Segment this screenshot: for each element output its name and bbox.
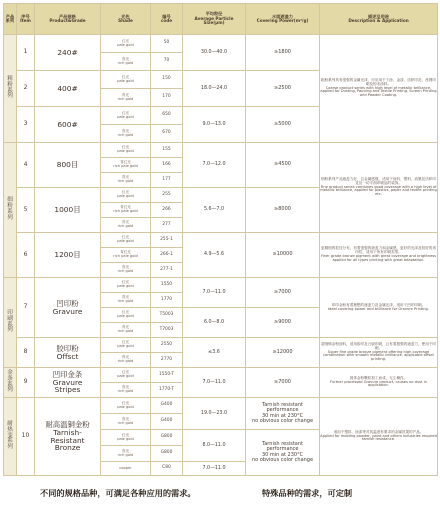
covering-power: ≥2500: [246, 71, 320, 107]
description-gravure: 印印金粉有着理想的遮盖力及金属光泽，适用于凹印印刷。 Ideal covering power and brilliance for Gravure Printing.: [320, 278, 438, 338]
code: G800: [151, 430, 183, 446]
description-fine-1200: 更精细的粒径分布，有着很强的遮盖力和金属感，更好的光泽及较好的适印性，适用于所有印刷类型。 Finer grade bronze pigment with great coverage and brightness applied for all types printing with great adaptation.: [320, 233, 438, 278]
covering-power: ≥10000: [246, 233, 320, 278]
code: 255-1: [151, 233, 183, 248]
avg-size: ≤3.6: [183, 338, 246, 368]
header-avg: 平均粒径 Average Particle Size(μm): [183, 4, 246, 35]
header-item: 序号 Item: [17, 4, 35, 35]
shade: 青光 rich gold: [101, 53, 151, 71]
code: 1770-T: [151, 383, 183, 398]
tarnish-performance: Tarnish resistant performance 30 min at 230°C no obvious color change: [246, 398, 320, 430]
item-number: 2: [17, 71, 35, 107]
code: 50: [151, 35, 183, 53]
shade: 红光 pale gold: [101, 338, 151, 353]
item-number: 8: [17, 338, 35, 368]
shade: 红光 pale gold: [101, 71, 151, 89]
code: 70: [151, 53, 183, 71]
covering-power: ≥9000: [246, 308, 320, 338]
item-number: 1: [17, 35, 35, 71]
shade: 红光 pale gold: [101, 368, 151, 383]
code: 277-1: [151, 263, 183, 278]
shade: 青光 rich gold: [101, 173, 151, 188]
table-row: [4, 143, 438, 158]
series-stripes: 金 条 系 列: [4, 368, 17, 398]
covering-power: ≥8000: [246, 188, 320, 233]
shade: 青光 rich gold: [101, 383, 151, 398]
series-tarnish: 耐 热 变 系 列: [4, 398, 17, 476]
header-product: 产品规格 Product&Grade: [35, 4, 101, 35]
item-number: 5: [17, 188, 35, 233]
code: 670: [151, 125, 183, 143]
code: 266-1: [151, 248, 183, 263]
code: 277: [151, 218, 183, 233]
footer-right-note: 特殊品种的需求，可定制: [262, 488, 353, 498]
avg-size: 7.0—12.0: [183, 143, 246, 188]
covering-power: ≥12000: [246, 338, 320, 368]
product-name: 240#: [35, 35, 101, 71]
avg-size: 18.0—24.0: [183, 71, 246, 107]
item-number: 10: [17, 398, 35, 476]
avg-size: 19.0—23.0: [183, 398, 246, 430]
code: 155: [151, 143, 183, 158]
table-row: [4, 338, 438, 353]
item-number: 7: [17, 278, 35, 338]
shade: 红光 pale gold: [101, 430, 151, 446]
description-coarse: 粗粉系列具有很强的金属光泽，可应用于下涂、金漆、纺织印花、丝网印刷及粉末涂料。 Coarse product series with high level of metallic brilliance, applied for Dusting, Painting and Textile Printing, Screen Printing and Powder Coating.: [320, 35, 438, 143]
header-shade: 光色 Shade: [101, 4, 151, 35]
product-name: 1200目: [35, 233, 101, 278]
covering-power: ≥7000: [246, 278, 320, 308]
series-coarse: 粗 粉 系 列: [4, 35, 17, 143]
code: G800: [151, 446, 183, 462]
code: G400: [151, 414, 183, 430]
shade: 青红光 rich pale gold: [101, 203, 151, 218]
shade: copper: [101, 462, 151, 476]
product-name: 1000目: [35, 188, 101, 233]
avg-size: 7.0—11.0: [183, 278, 246, 308]
avg-size: 8.0—11.0: [183, 430, 246, 462]
product-name: 凹印粉 Gravure: [35, 278, 101, 338]
covering-power: ≥4500: [246, 143, 320, 188]
series-fine: 细 粉 系 列: [4, 143, 17, 278]
shade: 青红光 rich pale gold: [101, 248, 151, 263]
tarnish-performance: Tarnish resistant performance 30 min at 230°C no obvious color change: [246, 430, 320, 476]
shade: 红光 pale gold: [101, 107, 151, 125]
table-row: [4, 35, 438, 53]
code: 166: [151, 158, 183, 173]
avg-size: 5.6—7.0: [183, 188, 246, 233]
description-offset: 超细铜金粉涂料，适用胶印及凸版印刷，且有着极强的遮盖力，使用于印刷。 Super fine grade bronze pigment offering high coverage combination with smooth metallic brilliance, applicable offset printing.: [320, 338, 438, 368]
shade: 青光 rich gold: [101, 89, 151, 107]
table-row: [4, 233, 438, 248]
product-name: 400#: [35, 71, 101, 107]
product-name: 600#: [35, 107, 101, 143]
product-spec-table: [3, 3, 438, 476]
product-name: 凹印金条 Gravure Stripes: [35, 368, 101, 398]
code: 1770: [151, 293, 183, 308]
header-row: [4, 4, 438, 35]
avg-size: 30.0—40.0: [183, 35, 246, 71]
code: 255: [151, 188, 183, 203]
covering-power: ≥5000: [246, 107, 320, 143]
product-name: 胶印粉 Offsct: [35, 338, 101, 368]
shade: 红光 pale gold: [101, 143, 151, 158]
header-code: 编号 code: [151, 4, 183, 35]
product-name: 耐高温铜金粉 Tarnish- Resistant Bronze: [35, 398, 101, 476]
shade: 红光 pale gold: [101, 308, 151, 323]
code: T7003: [151, 323, 183, 338]
item-number: 4: [17, 143, 35, 188]
header-cov: 水面遮盖力 Covering Power(m²/g): [246, 4, 320, 35]
code: 1550-T: [151, 368, 183, 383]
code: G400: [151, 398, 183, 414]
table-row: [4, 398, 438, 414]
description-stripes: 固体金粉颗粒加工而成，无尘操作。 Further processed Gravure product, causes no dust in application.: [320, 368, 438, 398]
shade: 青光 rich gold: [101, 446, 151, 462]
covering-power: ≥7000: [246, 368, 320, 398]
code: C80: [151, 462, 183, 476]
header-series: 产品 系列: [4, 4, 17, 35]
code: T5003: [151, 308, 183, 323]
shade: 青光 rich gold: [101, 293, 151, 308]
shade: 红光 pale gold: [101, 35, 151, 53]
shade: 红光 pale gold: [101, 188, 151, 203]
shade: 青光 rich gold: [101, 125, 151, 143]
item-number: 6: [17, 233, 35, 278]
code: 2770: [151, 353, 183, 368]
shade: 青光 rich gold: [101, 218, 151, 233]
item-number: 3: [17, 107, 35, 143]
item-number: 9: [17, 368, 35, 398]
avg-size: 9.0—13.0: [183, 107, 246, 143]
avg-size: 4.9—5.6: [183, 233, 246, 278]
description-fine: 细粉系列产品遮盖力好，且金属感强，适用于涂料、塑料、油墨及纺织印花及一切平面印刷品的装饰。 Fine product series combines good coverage with a high level of metallic brilliance, applied for plastics, paper and textile printing etc.: [320, 143, 438, 233]
shade: 青光 rich gold: [101, 414, 151, 430]
code: 2550: [151, 338, 183, 353]
shade: 青光 rich gold: [101, 323, 151, 338]
code: 177: [151, 173, 183, 188]
shade: 红光 pale gold: [101, 233, 151, 248]
covering-power: ≥1800: [246, 35, 320, 71]
shade: 青光 rich gold: [101, 263, 151, 278]
avg-size: 6.0—8.0: [183, 308, 246, 338]
code: 650: [151, 107, 183, 125]
series-printing: 印 刷 系 列: [4, 278, 17, 368]
shade: 红光 pale gold: [101, 398, 151, 414]
avg-size: 7.0—11.0: [183, 368, 246, 398]
shade: 青光 rich gold: [101, 353, 151, 368]
shade: 青红光 rich pale gold: [101, 158, 151, 173]
table-row: [4, 278, 438, 293]
code: 150: [151, 71, 183, 89]
footer-left-note: 不同的规格品种，可满足各种应用的需求。: [40, 488, 196, 498]
code: 266: [151, 203, 183, 218]
header-desc: 描述及用途 Description & Application: [320, 4, 438, 35]
code: 1550: [151, 278, 183, 293]
code: 170: [151, 89, 183, 107]
avg-size: 7.0—11.0: [183, 462, 246, 476]
shade: 红光 pale gold: [101, 278, 151, 293]
description-tarnish: 适用于塑料、涂漆等对其温度有要求的金属效果的产品。 Applied for molding powder, paint and others industries required tarnish resistance.: [320, 398, 438, 476]
product-name: 800目: [35, 143, 101, 188]
table-row: [4, 368, 438, 383]
